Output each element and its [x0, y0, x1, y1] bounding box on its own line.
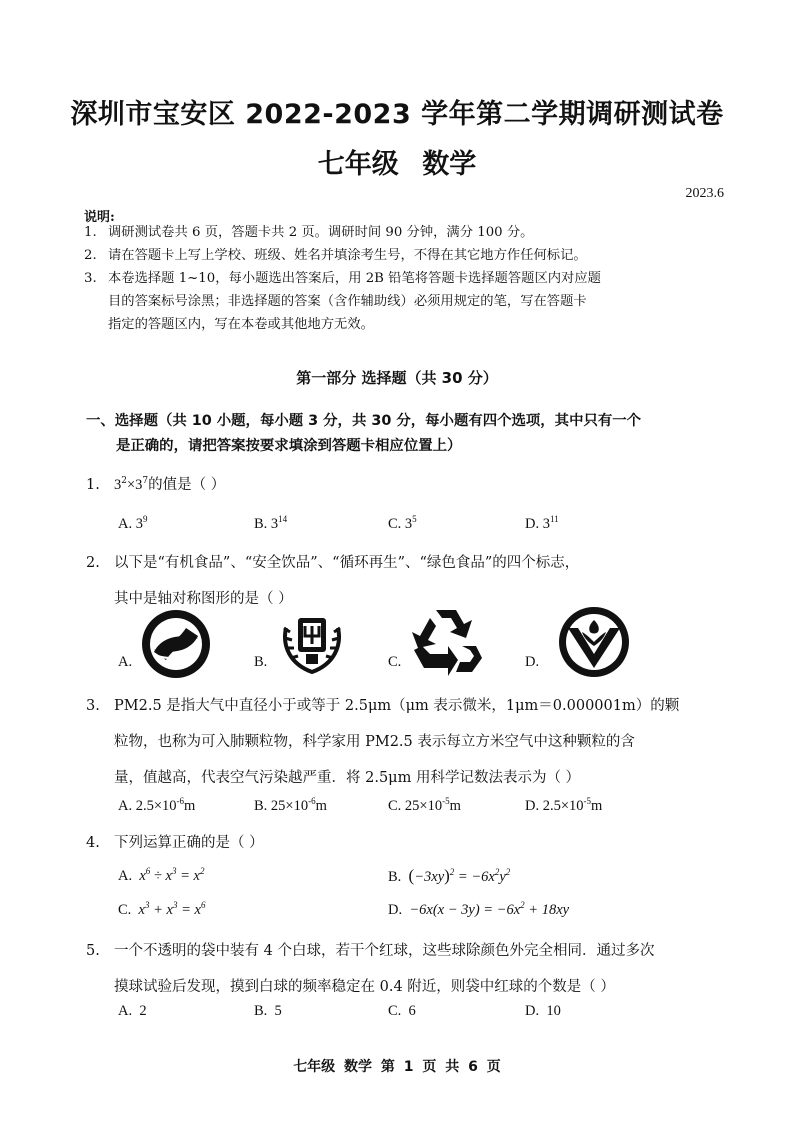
q2-option-a-label: A.	[118, 654, 133, 670]
question-3	[86, 688, 706, 796]
note-text-cont: 指定的答题区内，写在本卷或其他地方无效。	[108, 317, 374, 332]
q4-option-b: B. $(-3xy)^2 = -6x^2y^2$	[388, 866, 511, 885]
q2-stem-line: 以下是“有机食品”、“安全饮品”、“循环再生”、“绿色食品”的四个标志，	[114, 555, 580, 571]
question-number: 2.	[86, 555, 100, 571]
question-number: 4.	[86, 835, 100, 851]
note-text: 调研测试卷共 6 页，答题卡共 2 页。调研时间 90 分钟，满分 100 分。	[108, 225, 534, 240]
q1-times: ×3	[126, 476, 143, 493]
organic-food-logo-icon	[140, 608, 212, 680]
page-subtitle: 七年级 数学	[317, 149, 477, 180]
q5-option-b: B. 5	[254, 1003, 282, 1019]
q4-stem: 下列运算正确的是（ ）	[114, 835, 264, 851]
notes-heading: 说明:	[84, 210, 115, 225]
q5-option-d: D. 10	[525, 1003, 561, 1019]
q5-stem-line: 一个不透明的袋中装有 4 个白球，若干个红球，这些球除颜色外完全相同．通过多次	[114, 943, 655, 959]
q5-option-c: C. 6	[388, 1003, 416, 1019]
q2-option-d-label: D.	[525, 654, 540, 670]
q3-stem-line: PM2.5 是指大气中直径小于或等于 2.5μm（μm 表示微米，1μm＝0.000001m）的颗	[114, 698, 680, 714]
exam-date: 2023.6	[685, 186, 724, 201]
question-1	[86, 466, 706, 500]
q3-option-d: D. $2.5\times 10^{-5}m$	[525, 796, 603, 814]
q1-option-c: C. $3^5$	[388, 514, 417, 532]
q1-exp: 2	[121, 476, 127, 486]
q4-option-c: C. $x^3 + x^3 = x^6$	[118, 900, 206, 918]
q2-option-b-label: B.	[254, 654, 268, 670]
q4-option-d: D. $-6x(x - 3y) = -6x^2 + 18xy$	[388, 900, 570, 918]
q3-stem-line: 粒物，也称为可入肺颗粒物，科学家用 PM2.5 表示每立方米空气中这种颗粒的含	[114, 734, 635, 750]
instruction-line: 是正确的，请把答案按要求填涂到答题卡相应位置上）	[116, 438, 462, 454]
instruction-line: 一、选择题（共 10 小题，每小题 3 分，共 30 分，每小题有四个选项，其中只有一个	[86, 413, 642, 429]
q2-stem-line: 其中是轴对称图形的是（ ）	[114, 591, 293, 607]
q3-option-a: A. $2.5\times 10^{-6}m$	[118, 796, 196, 814]
safe-drink-logo-icon	[276, 606, 348, 678]
green-food-logo-icon	[556, 604, 632, 680]
q3-option-c: C. $25\times 10^{-5}m$	[388, 796, 461, 814]
q5-stem-line: 摸球试验后发现，摸到白球的频率稳定在 0.4 附近，则袋中红球的个数是（ ）	[114, 979, 615, 995]
q1-option-d: D. $3^{11}$	[525, 514, 559, 532]
note-text: 请在答题卡上写上学校、班级、姓名并填涂考生号，不得在其它地方作任何标记。	[108, 248, 587, 263]
recycling-logo-icon	[406, 604, 486, 678]
q1-exp: 7	[142, 476, 149, 486]
note-number: 2.	[84, 248, 97, 263]
page-footer: 七年级 数学 第 1 页 共 6 页	[293, 1059, 501, 1075]
q2-option-c-label: C.	[388, 654, 402, 670]
note-text-cont: 目的答案标号涂黑；非选择题的答案（含作辅助线）必须用规定的笔，写在答题卡	[108, 294, 587, 309]
q4-option-a: A. $x^6 \div x^3 = x^2$	[118, 866, 205, 884]
question-4	[86, 828, 706, 858]
question-5	[86, 933, 706, 1005]
question-number: 1.	[86, 476, 100, 493]
note-3	[84, 267, 684, 336]
note-text: 本卷选择题 1~10，每小题选出答案后，用 2B 铅笔将答题卡选择题答题区内对应题	[108, 271, 601, 286]
section-instruction	[86, 409, 706, 459]
section-title: 第一部分 选择题（共 30 分）	[296, 369, 498, 387]
note-2	[84, 244, 684, 267]
q1-option-a: A. $3^9$	[118, 514, 148, 532]
q5-option-a: A. 2	[118, 1003, 147, 1019]
q3-stem-line: 量，值越高，代表空气污染越严重．将 2.5μm 用科学记数法表示为（ ）	[114, 770, 581, 786]
q1-base: 3	[114, 476, 122, 493]
question-number: 5.	[86, 943, 100, 959]
q3-option-b: B. $25\times 10^{-6}m$	[254, 796, 327, 814]
note-number: 3.	[84, 271, 97, 286]
note-number: 1.	[84, 225, 97, 240]
page-title: 深圳市宝安区 2022-2023 学年第二学期调研测试卷	[70, 99, 724, 130]
question-number: 3.	[86, 698, 100, 714]
q1-stem-text: 的值是（ ）	[148, 476, 226, 493]
q1-option-b: B. $3^{14}$	[254, 514, 288, 532]
note-1	[84, 221, 684, 244]
